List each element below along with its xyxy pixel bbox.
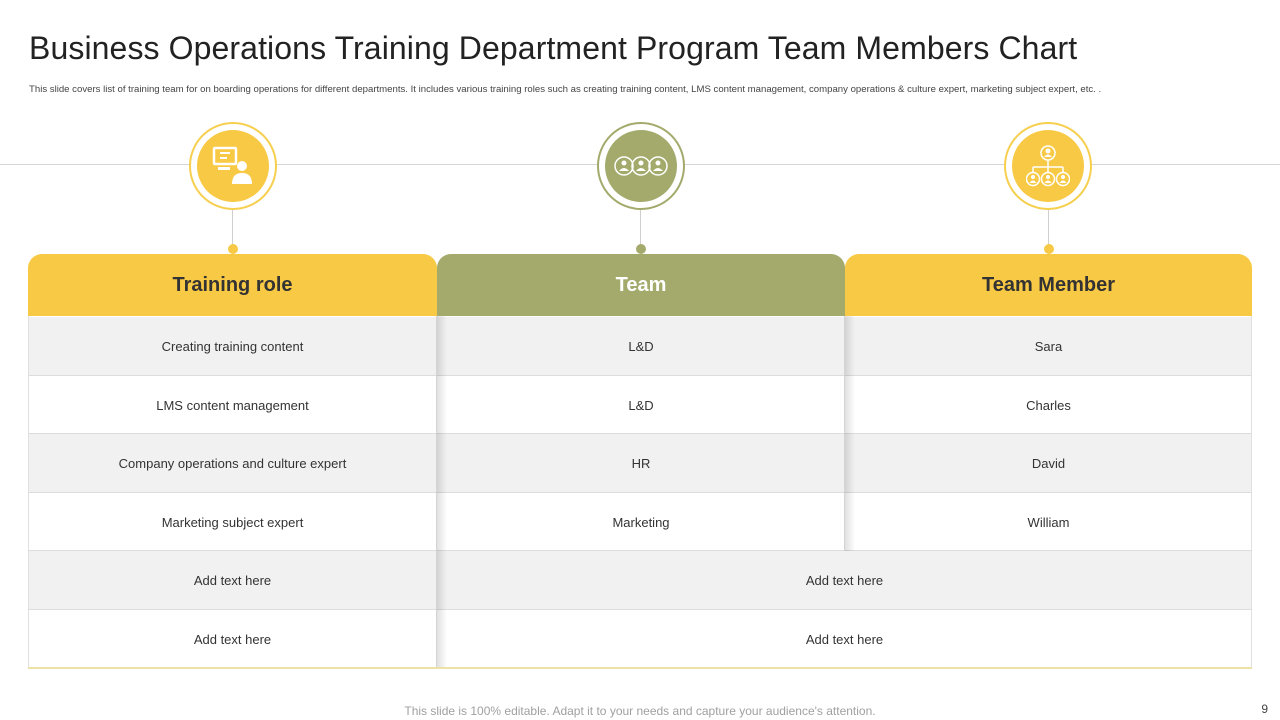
row-divider <box>28 550 1252 551</box>
table-row <box>28 317 1252 375</box>
group-icon <box>605 130 677 202</box>
connector-dot <box>1044 244 1054 254</box>
table-row <box>28 493 1252 551</box>
org-chart-icon <box>1012 130 1084 202</box>
table-border-bottom <box>28 667 1252 669</box>
table-border-right <box>1251 316 1252 668</box>
member-cell: David <box>1031 455 1066 471</box>
table-row <box>28 551 1252 609</box>
column-header-training-role: Training role <box>28 254 437 316</box>
team-cell: Marketing <box>612 514 670 530</box>
connector-dot <box>636 244 646 254</box>
role-cell: LMS content management <box>156 397 309 413</box>
table-row <box>28 610 1252 668</box>
team-cell: L&D <box>628 397 654 413</box>
role-cell: Add text here <box>193 572 272 588</box>
slide-subtitle: This slide covers list of training team for on boarding operations for different departments. It includes various training roles such as creating training content, LMS content management, company operations & culture expert, marketing subject expert, etc. . <box>29 84 1102 95</box>
team-cell: L&D <box>628 338 654 354</box>
column-shadow <box>845 316 855 551</box>
row-divider <box>28 433 1252 434</box>
role-cell: Add text here <box>193 631 272 647</box>
column-header-team: Team <box>437 254 845 316</box>
slide-title: Business Operations Training Department Program Team Members Chart <box>29 30 1078 66</box>
table-border-left <box>28 316 29 668</box>
table-row <box>28 376 1252 434</box>
team-cell: HR <box>631 455 651 471</box>
role-cell: Marketing subject expert <box>161 514 304 530</box>
role-cell: Creating training content <box>161 338 304 354</box>
presentation-icon <box>197 130 269 202</box>
member-cell: Sara <box>1034 338 1063 354</box>
merged-cell: Add text here <box>805 572 884 588</box>
connector-line <box>640 210 641 248</box>
group-icon-badge <box>597 122 685 210</box>
member-cell: William <box>1027 514 1070 530</box>
connector-line <box>1048 210 1049 248</box>
connector-line <box>232 210 233 248</box>
table-row <box>28 434 1252 492</box>
column-shadow <box>437 316 447 668</box>
merged-cell: Add text here <box>805 631 884 647</box>
connector-dot <box>228 244 238 254</box>
org-chart-icon-badge <box>1004 122 1092 210</box>
footer-note: This slide is 100% editable. Adapt it to your needs and capture your audience's attention. <box>404 704 876 718</box>
column-header-team-member: Team Member <box>845 254 1252 316</box>
row-divider <box>28 609 1252 610</box>
row-divider <box>28 492 1252 493</box>
role-cell: Company operations and culture expert <box>118 455 347 471</box>
row-divider <box>28 375 1252 376</box>
member-cell: Charles <box>1026 397 1071 413</box>
presentation-icon-badge <box>189 122 277 210</box>
page-number: 9 <box>1261 702 1268 716</box>
